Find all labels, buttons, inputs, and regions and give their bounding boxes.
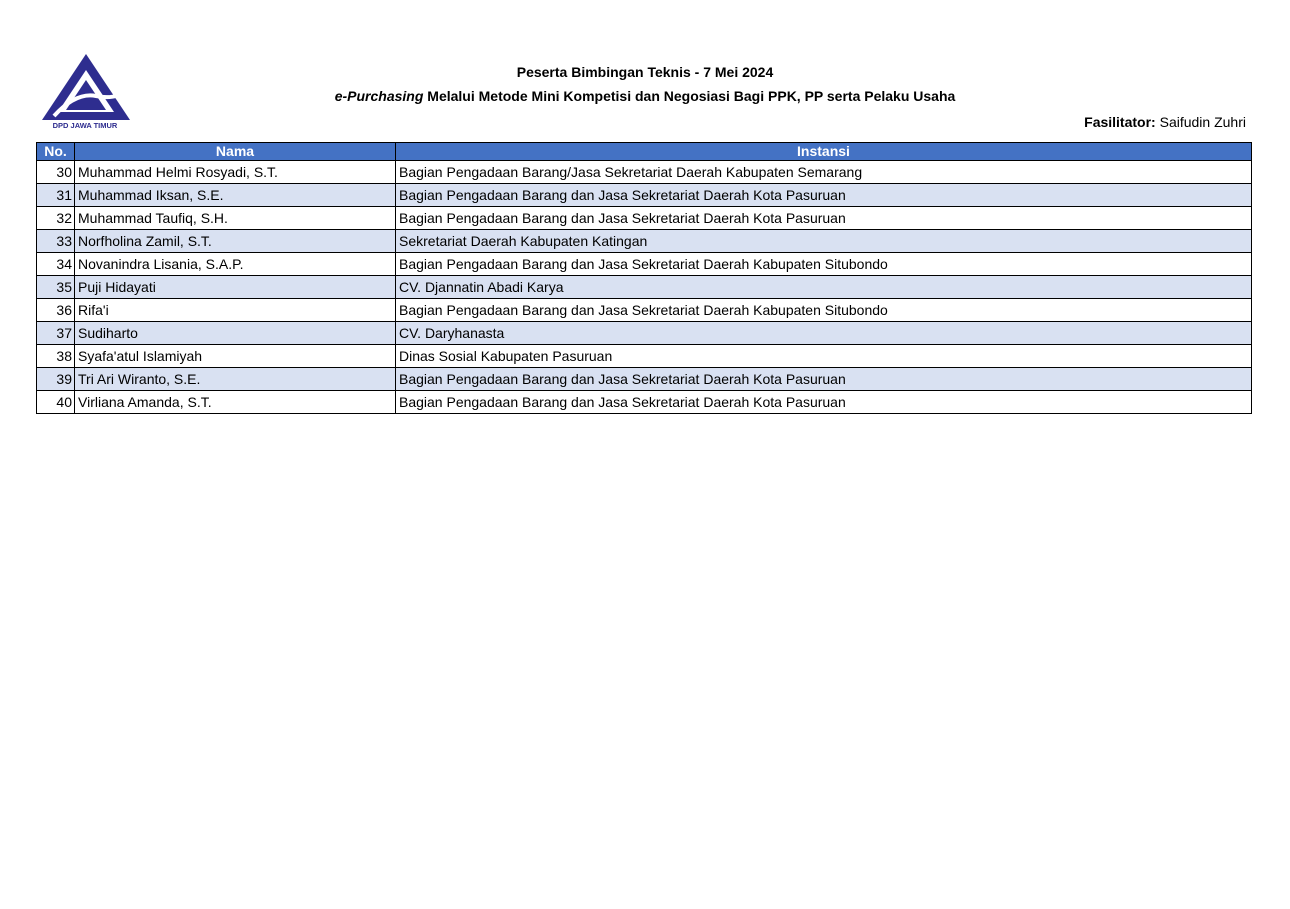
subtitle-emphasis: e-Purchasing: [334, 88, 424, 104]
cell-no: 33: [37, 230, 75, 253]
column-header-instansi: Instansi: [396, 143, 1252, 161]
cell-nama: Muhammad Helmi Rosyadi, S.T.: [75, 161, 396, 184]
cell-instansi: Bagian Pengadaan Barang/Jasa Sekretariat Daerah Kabupaten Semarang: [396, 161, 1252, 184]
cell-instansi: CV. Daryhanasta: [396, 322, 1252, 345]
cell-nama: Puji Hidayati: [75, 276, 396, 299]
cell-nama: Virliana Amanda, S.T.: [75, 391, 396, 414]
table-row: [37, 207, 1252, 230]
cell-nama: Sudiharto: [75, 322, 396, 345]
cell-no: 40: [37, 391, 75, 414]
cell-instansi: Bagian Pengadaan Barang dan Jasa Sekretariat Daerah Kota Pasuruan: [396, 391, 1252, 414]
cell-instansi: Dinas Sosial Kabupaten Pasuruan: [396, 345, 1252, 368]
cell-no: 39: [37, 368, 75, 391]
cell-no: 34: [37, 253, 75, 276]
cell-instansi: Bagian Pengadaan Barang dan Jasa Sekretariat Daerah Kabupaten Situbondo: [396, 253, 1252, 276]
table-row: [37, 299, 1252, 322]
cell-nama: Rifa'i: [75, 299, 396, 322]
logo-caption: DPD JAWA TIMUR: [52, 121, 118, 130]
table-row: [37, 184, 1252, 207]
table-header-row: [37, 143, 1252, 161]
document-subtitle: [0, 84, 1290, 108]
cell-instansi: Bagian Pengadaan Barang dan Jasa Sekretariat Daerah Kota Pasuruan: [396, 368, 1252, 391]
document-title: Peserta Bimbingan Teknis - 7 Mei 2024: [516, 64, 774, 80]
participants-table: [36, 142, 1252, 414]
table-row: [37, 391, 1252, 414]
facilitator-line: [1084, 114, 1246, 130]
table-row: [37, 368, 1252, 391]
column-header-no: No.: [37, 143, 75, 161]
cell-no: 30: [37, 161, 75, 184]
cell-instansi: Sekretariat Daerah Kabupaten Katingan: [396, 230, 1252, 253]
table-row: [37, 345, 1252, 368]
cell-nama: Syafa'atul Islamiyah: [75, 345, 396, 368]
table-row: [37, 322, 1252, 345]
cell-no: 31: [37, 184, 75, 207]
table-row: [37, 253, 1252, 276]
cell-nama: Tri Ari Wiranto, S.E.: [75, 368, 396, 391]
column-header-nama: Nama: [75, 143, 396, 161]
subtitle-rest: Melalui Metode Mini Kompetisi dan Negosiasi Bagi PPK, PP serta Pelaku Usaha: [423, 88, 956, 104]
cell-instansi: CV. Djannatin Abadi Karya: [396, 276, 1252, 299]
cell-instansi: Bagian Pengadaan Barang dan Jasa Sekretariat Daerah Kota Pasuruan: [396, 207, 1252, 230]
cell-instansi: Bagian Pengadaan Barang dan Jasa Sekretariat Daerah Kota Pasuruan: [396, 184, 1252, 207]
cell-no: 36: [37, 299, 75, 322]
table-row: [37, 276, 1252, 299]
facilitator-name: Saifudin Zuhri: [1155, 114, 1246, 130]
cell-nama: Novanindra Lisania, S.A.P.: [75, 253, 396, 276]
cell-no: 35: [37, 276, 75, 299]
document-header: [0, 60, 1290, 108]
cell-no: 38: [37, 345, 75, 368]
cell-nama: Muhammad Iksan, S.E.: [75, 184, 396, 207]
cell-nama: Norfholina Zamil, S.T.: [75, 230, 396, 253]
cell-instansi: Bagian Pengadaan Barang dan Jasa Sekretariat Daerah Kabupaten Situbondo: [396, 299, 1252, 322]
table-row: [37, 161, 1252, 184]
table-row: [37, 230, 1252, 253]
cell-no: 37: [37, 322, 75, 345]
facilitator-label: Fasilitator:: [1084, 114, 1156, 130]
cell-no: 32: [37, 207, 75, 230]
cell-nama: Muhammad Taufiq, S.H.: [75, 207, 396, 230]
